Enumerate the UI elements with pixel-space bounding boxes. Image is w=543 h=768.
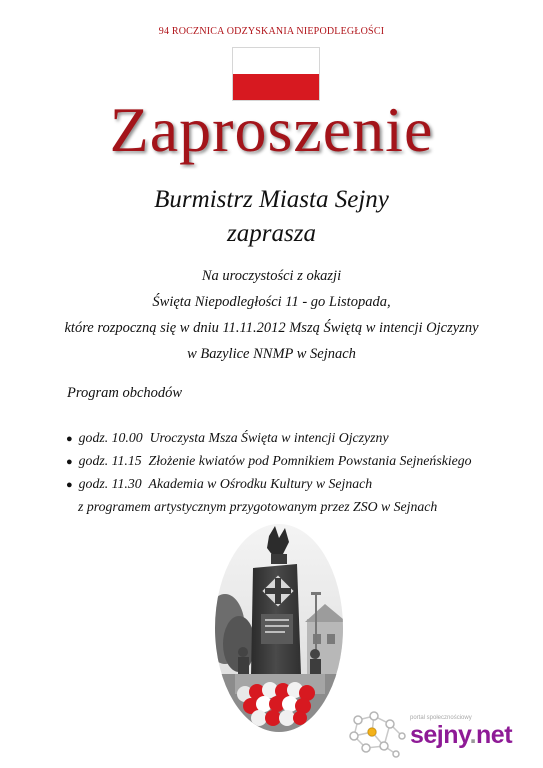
program-title: Program obchodów [67, 385, 183, 401]
program-item-time: godz. 10.00 [78, 430, 143, 445]
program-item-time: godz. 11.15 [78, 453, 142, 468]
invitation-title: Zaproszenie [109, 94, 434, 165]
bullet-icon: ● [66, 456, 73, 468]
monument-photo-illustration [215, 524, 343, 732]
logo-brand-part: sejny [410, 721, 470, 749]
occasion-line: w Bazylice NNMP w Sejnach [187, 346, 356, 362]
molecule-icon [346, 706, 410, 762]
program-list [66, 427, 472, 517]
program-item [66, 450, 472, 473]
program-item-text: Uroczysta Msza Święta w intencji Ojczyzny [149, 430, 389, 445]
occasion-line: Na uroczystości z okazji [201, 268, 342, 284]
occasion-line: które rozpoczną się w dniu 11.11.2012 Mszą Świętą w intencji Ojczyzny [64, 320, 479, 336]
program-item-text: Złożenie kwiatów pod Pomnikiem Powstania Sejneńskiego [148, 453, 472, 468]
occasion-line: Święta Niepodległości 11 - go Listopada, [152, 294, 391, 310]
bullet-icon: ● [66, 479, 73, 491]
program-item-text: Akademia w Ośrodku Kultury w Sejnach [148, 476, 373, 491]
monument-photo [215, 524, 343, 732]
invites-heading: zaprasza [227, 220, 316, 247]
occasion-paragraph [0, 263, 543, 367]
logo-brand-part: net [476, 721, 513, 749]
program-item [66, 473, 472, 496]
logo-brand-dot: . [469, 721, 477, 749]
bullet-icon: ● [66, 433, 73, 445]
program-item-continuation: z programem artystycznym przygotowanym przez ZSO w Sejnach [78, 499, 438, 514]
logo-wordmark [410, 720, 512, 750]
anniversary-heading: 94 ROCZNICA ODZYSKANIA NIEPODLEGŁOŚCI [158, 26, 385, 37]
host-heading: Burmistrz Miasta Sejny [154, 186, 389, 213]
flag-white-stripe [233, 48, 319, 74]
logo-tagline: portal społecznościowy [410, 715, 472, 721]
program-item-time: godz. 11.30 [78, 476, 142, 491]
sejny-net-logo [346, 706, 541, 762]
program-item [66, 427, 472, 450]
